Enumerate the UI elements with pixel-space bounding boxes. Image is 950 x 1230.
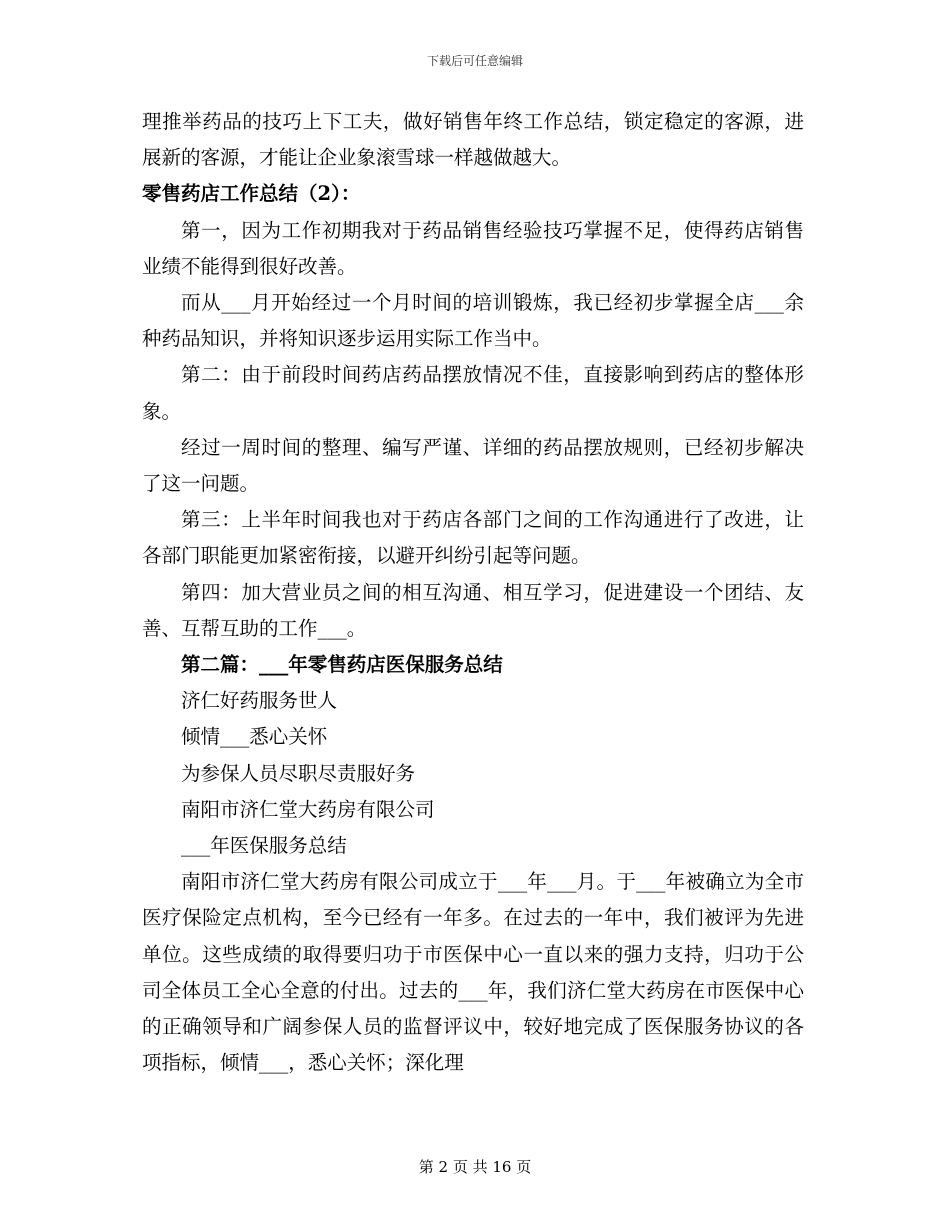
paragraph: 为参保人员尽职尽责服好务 [181,761,416,785]
paragraph: 南阳市济仁堂大药房有限公司成立于___年___月。于___年被确立为全市医疗保险定点机构，至今已经有一年多。在过去的一年中，我们被评为先进单位。这些成绩的取得要归功于市医保中心一直以来的强力支持，归功于公司全体员工全心全意的付出。过去的___年，我们济仁堂大药房在市医保中心的正确领导和广阔参保人员的监督评议中，较好地完成了医保服务协议的各项指标，倾情___，悉心关怀；深化理 [142,870,804,1075]
paragraph: 倾情___悉心关怀 [181,725,328,749]
page-footer: 第 2 页 共 16 页 [418,1158,532,1176]
paragraph: 第三：上半年时间我也对于药店各部门之间的工作沟通进行了改进，让各部门职能更加紧密衔接，以避开纠纷引起等问题。 [142,508,804,568]
paragraph: 理推举药品的技巧上下工夫，做好销售年终工作总结，锁定稳定的客源，进展新的客源，才能让企业象滚雪球一样越做越大。 [142,110,804,170]
chapter-heading: 第二篇：___年零售药店医保服务总结 [181,653,503,677]
paragraph: 第一，因为工作初期我对于药品销售经验技巧掌握不足，使得药店销售业绩不能得到很好改善。 [142,218,804,278]
paragraph: 济仁好药服务世人 [181,689,338,713]
paragraph: 经过一周时间的整理、编写严谨、详细的药品摆放规则，已经初步解决了这一问题。 [142,435,804,496]
paragraph: 南阳市济仁堂大药房有限公司 [181,797,435,821]
paragraph: ___年医保服务总结 [181,834,347,858]
document-body [142,104,804,1081]
paragraph: 而从___月开始经过一个月时间的培训锻炼，我已经初步掌握全店___余种药品知识，并将知识逐步运用实际工作当中。 [142,291,804,351]
paragraph: 第四：加大营业员之间的相互沟通、相互学习，促进建设一个团结、友善、互帮互助的工作___。 [142,580,804,640]
section-title: 零售药店工作总结（2）： [142,182,361,206]
page-header: 下载后可任意编辑 [426,54,523,68]
paragraph: 第二：由于前段时间药店药品摆放情况不佳，直接影响到药店的整体形象。 [142,363,804,423]
